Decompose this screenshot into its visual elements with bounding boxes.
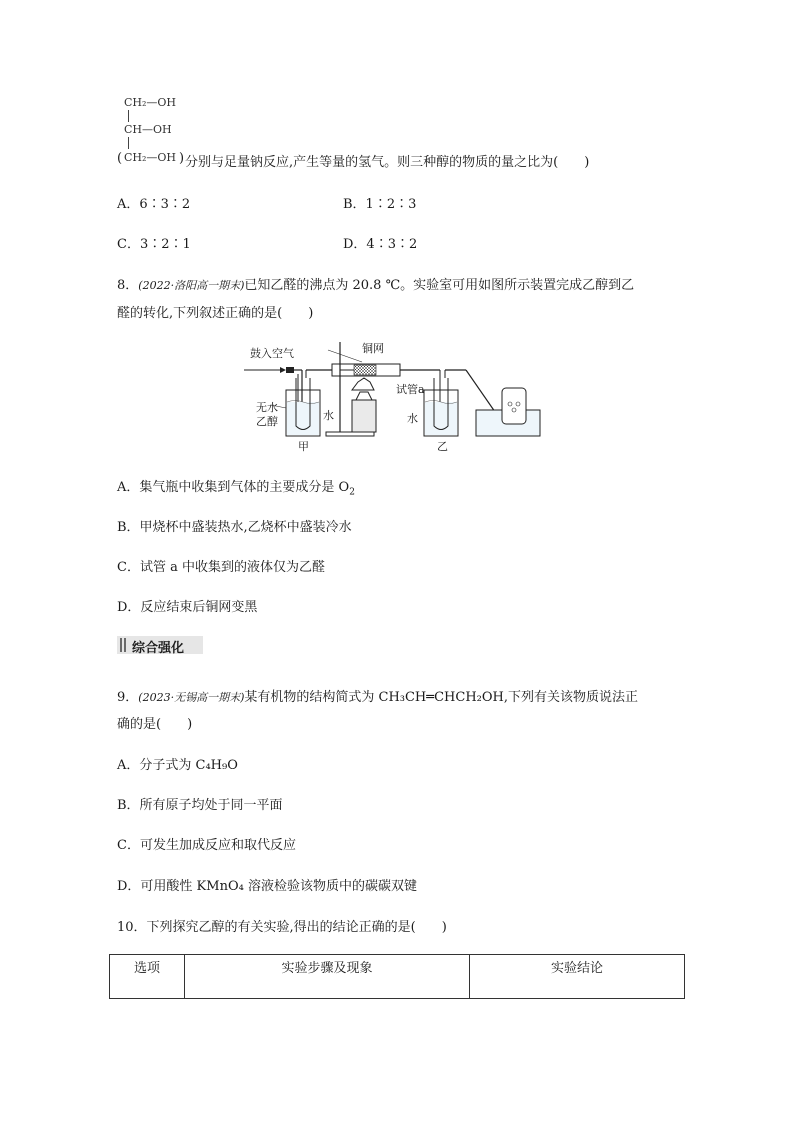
q9-number: 9．	[117, 690, 139, 705]
q8-option-c: C．试管 a 中收集到的液体仅为乙醛	[117, 560, 325, 575]
q8-stem-line2: 醛的转化,下列叙述正确的是( )	[117, 306, 314, 321]
fig-label-air: 鼓入空气	[250, 347, 294, 360]
fig-label-jia: 甲	[298, 440, 309, 453]
fig-label-water2: 水	[407, 412, 418, 425]
structure-line3: CH₂—OH	[124, 151, 177, 164]
q9-stem-line2: 确的是( )	[117, 717, 193, 732]
table-header-option: 选项	[110, 955, 185, 999]
q9-option-b: B．所有原子均处于同一平面	[117, 798, 283, 813]
q8-stem-line1	[117, 274, 634, 293]
copper-mesh	[354, 365, 376, 375]
bond-line	[128, 137, 129, 149]
air-arrow-head	[280, 367, 286, 373]
q9-option-d: D．可用酸性 KMnO₄ 溶液检验该物质中的碳碳双键	[117, 879, 417, 894]
fig-label-ethanol: 乙醇	[256, 415, 278, 428]
section-title: 综合强化	[132, 641, 185, 656]
section-banner	[117, 636, 203, 654]
q7-option-c: C．3∶2∶1	[117, 237, 191, 252]
q7-option-d: D．4∶3∶2	[343, 237, 418, 252]
q9-option-c: C．可发生加成反应和取代反应	[117, 838, 296, 853]
structure-line1: CH₂—OH	[124, 96, 177, 109]
q8-source: (2022·洛阳高一期末)	[138, 279, 245, 292]
q8-text-line1: 已知乙醛的沸点为 20.8 ℃。实验室可用如图所示装置完成乙醇到乙	[244, 278, 635, 293]
q8-number: 8．	[117, 278, 139, 293]
q9-text-line1: 某有机物的结构简式为 CH₃CH═CHCH₂OH,下列有关该物质说法正	[244, 690, 639, 705]
q10-table	[109, 954, 685, 999]
intro-text: 分别与足量钠反应,产生等量的氢气。则三种醇的物质的量之比为( )	[185, 155, 590, 170]
q8-option-a: A．集气瓶中收集到气体的主要成分是 $O_2$	[117, 480, 355, 498]
intro-paren-open: (	[117, 151, 123, 166]
alcohol-lamp	[352, 400, 376, 432]
q8-option-b: B．甲烧杯中盛装热水,乙烧杯中盛装冷水	[117, 520, 352, 535]
stopcock	[286, 367, 294, 373]
fig-label-water1: 水	[323, 409, 334, 422]
q9-stem-line1	[117, 686, 638, 705]
fig-label-yi: 乙	[437, 440, 448, 453]
fig-label-anhydrous: 无水	[256, 401, 278, 414]
table-header-row	[110, 955, 685, 999]
bond-line	[128, 110, 129, 122]
intro-paren-close: )	[179, 151, 185, 166]
structure-line2: CH—OH	[124, 123, 172, 136]
q8-option-d: D．反应结束后铜网变黑	[117, 600, 258, 615]
q9-source: (2023·无锡高一期末)	[138, 691, 245, 704]
table-header-steps: 实验步骤及现象	[185, 955, 470, 999]
table-header-conclusion: 实验结论	[470, 955, 685, 999]
q7-option-b: B．1∶2∶3	[343, 197, 417, 212]
fig-label-copper: 铜网	[362, 342, 384, 355]
q10-stem: 10．下列探究乙醇的有关实验,得出的结论正确的是( )	[117, 920, 447, 935]
flame	[352, 378, 374, 390]
gas-collecting-bottle	[502, 388, 526, 424]
q9-option-a: A．分子式为 C₄H₉O	[117, 758, 238, 773]
q7-option-a: A．6∶3∶2	[117, 197, 191, 212]
fig-label-tube-a: 试管a	[396, 383, 425, 396]
